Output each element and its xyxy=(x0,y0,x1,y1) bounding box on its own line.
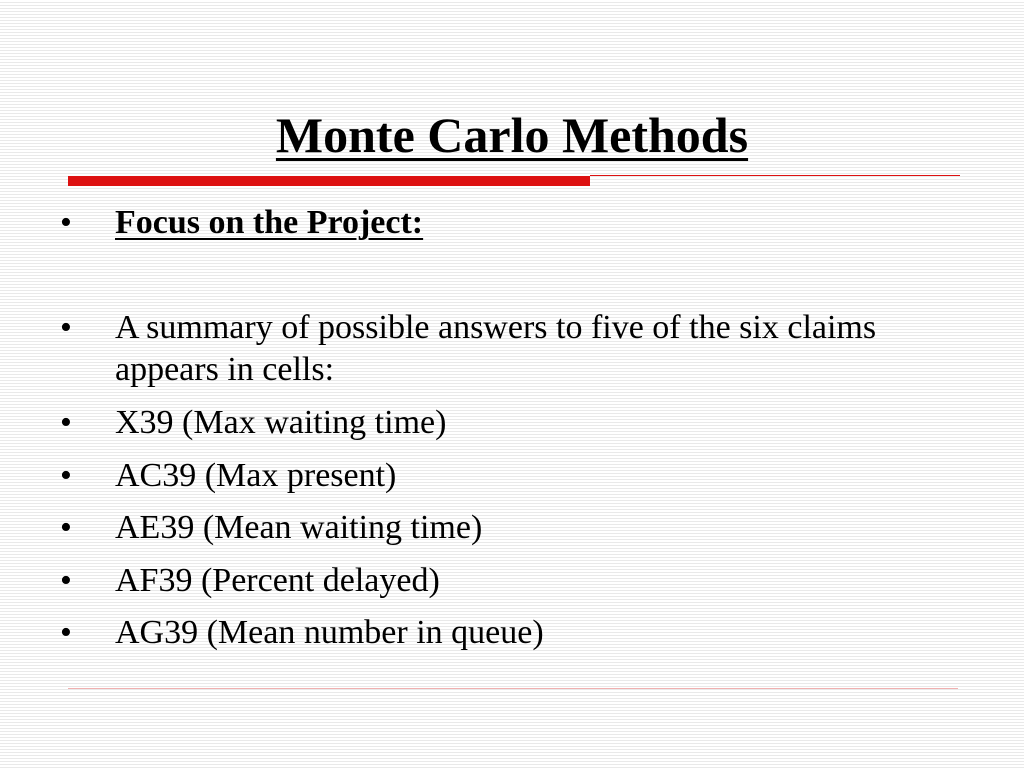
bullet-dot: • xyxy=(60,614,72,651)
bullet-item-ac39 xyxy=(60,455,940,497)
bullet-heading-text: Focus on the Project: xyxy=(115,204,424,241)
bullet-item-ae39 xyxy=(60,507,940,549)
bullet-item-heading xyxy=(60,202,940,244)
bullet-dot: • xyxy=(60,404,72,441)
bullet-text: AG39 (Mean number in queue) xyxy=(115,614,544,651)
bullet-text: AE39 (Mean waiting time) xyxy=(115,509,483,546)
bullet-dot: • xyxy=(60,562,72,599)
bullet-item-ag39 xyxy=(60,612,940,654)
footer-divider xyxy=(68,688,958,689)
bullet-item-x39 xyxy=(60,402,940,444)
title-accent-bar xyxy=(68,176,590,186)
bullet-text: A summary of possible answers to five of the six claims appears in cells: xyxy=(115,309,877,388)
bullet-text: AF39 (Percent delayed) xyxy=(115,562,440,599)
title-accent-line xyxy=(590,175,960,176)
bullet-text: AC39 (Max present) xyxy=(115,457,397,494)
bullet-dot: • xyxy=(60,509,72,546)
bullet-text: X39 (Max waiting time) xyxy=(115,404,447,441)
bullet-dot: • xyxy=(60,457,72,494)
bullet-dot: • xyxy=(60,204,72,241)
bullet-item-summary xyxy=(60,307,940,391)
bullet-dot: • xyxy=(60,309,72,346)
slide-title-text: Monte Carlo Methods xyxy=(275,107,749,163)
bullet-item-af39 xyxy=(60,560,940,602)
slide-title xyxy=(0,104,1024,166)
